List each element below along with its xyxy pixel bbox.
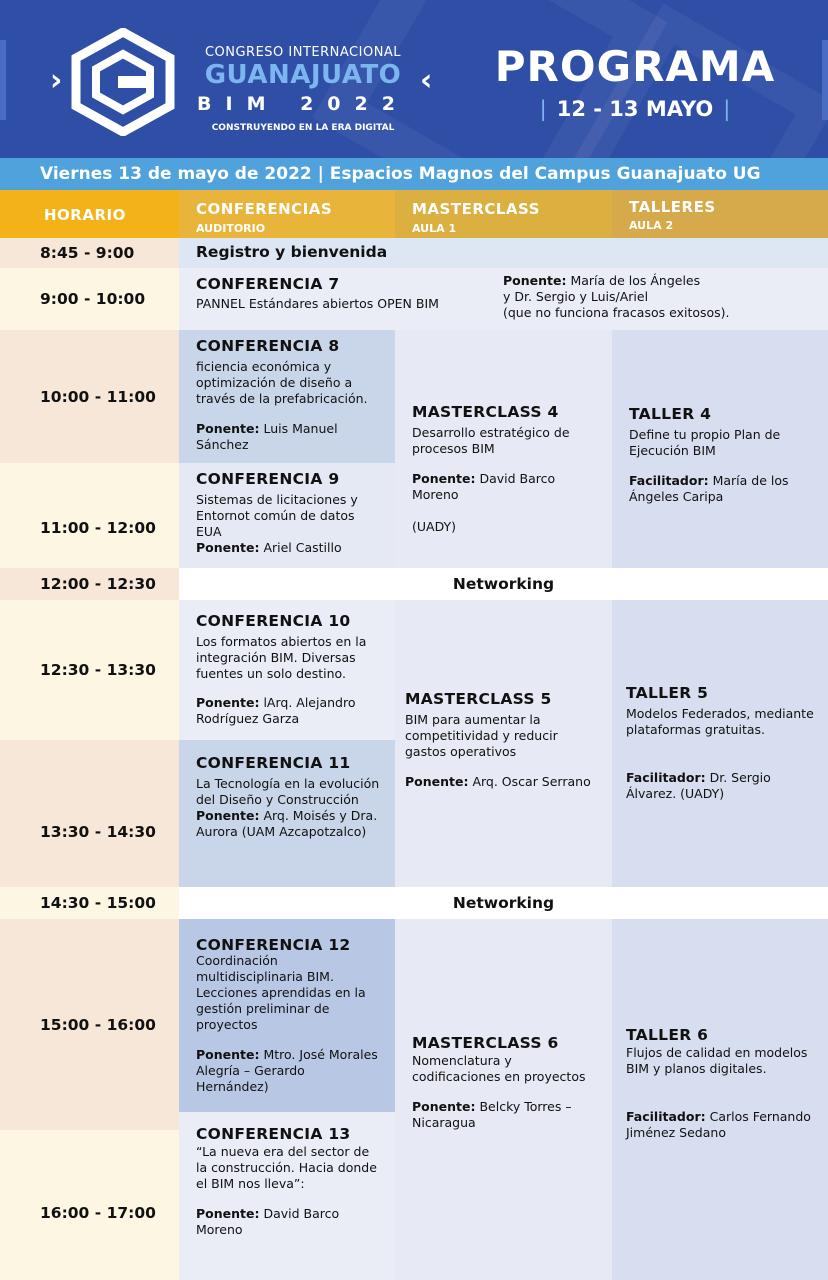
networking-row: Networking — [179, 568, 828, 600]
networking-row: Networking — [179, 887, 828, 919]
dates-text: 12 - 13 MAYO — [556, 97, 714, 121]
column-headers — [0, 190, 828, 238]
ponente-label: Ponente: — [196, 808, 260, 823]
city-title: GUANAJUATO — [204, 60, 402, 90]
ponente-name: Mtro. José Morales Alegría – Gerardo Hernández) — [196, 1047, 378, 1094]
col-masterclass — [395, 190, 612, 238]
conferencia-9-ponente — [196, 540, 381, 556]
ponente-name-3: (que no funciona fracasos exitosos). — [503, 305, 730, 320]
masterclass-5-title: MASTERCLASS 5 — [405, 690, 552, 708]
masterclass-5-text: BIM para aumentar la competitividad y reducir gastos operativos — [405, 712, 558, 759]
ponente-label: Ponente: — [196, 1206, 260, 1221]
taller-6 — [612, 919, 828, 1280]
conferencia-11-text: La Tecnología en la evolución del Diseño y Construcción — [196, 776, 380, 807]
ponente-label: Ponente: — [196, 1047, 260, 1062]
event-dates: | 12 - 13 MAYO | — [539, 97, 731, 121]
masterclass-6-ponente — [412, 1099, 598, 1131]
conferencia-12-title: CONFERENCIA 12 — [196, 936, 351, 954]
col-conferencias — [179, 190, 395, 238]
hour-slot: 12:30 - 13:30 — [0, 600, 179, 740]
col-conferencias-sub: AUDITORIO — [196, 222, 266, 235]
ponente-label: Ponente: — [412, 1099, 476, 1114]
ponente-name-2: y Dr. Sergio y Luis/Ariel — [503, 289, 649, 304]
registro-text: Registro y bienvenida — [196, 243, 388, 261]
taller-4 — [612, 330, 828, 568]
conferencia-10 — [179, 600, 395, 740]
chevron-right-icon: › — [50, 63, 63, 98]
bim-year: BIM 2022 — [197, 93, 409, 115]
col-conferencias-label: CONFERENCIAS — [196, 200, 333, 218]
congress-label: CONGRESO INTERNACIONAL — [204, 45, 402, 60]
facilitador-name: Carlos Fernando Jiménez Sedano — [626, 1109, 811, 1140]
taller-4-title: TALLER 4 — [629, 405, 712, 423]
conferencia-8 — [179, 330, 395, 463]
conferencia-8-text: ficiencia económica y optimización de diseño a través de la prefabricación. — [196, 359, 368, 406]
taller-5-facilitador — [626, 770, 814, 802]
col-talleres — [612, 190, 828, 238]
col-masterclass-label: MASTERCLASS — [412, 200, 540, 218]
masterclass-4-extra: (UADY) — [412, 519, 457, 534]
conferencia-12-text: Coordinación multidisciplinaria BIM. Lecciones aprendidas en la gestión preliminar de proyectos — [196, 953, 366, 1032]
congress-logo-icon — [70, 28, 176, 136]
ponente-label: Ponente: — [196, 421, 260, 436]
conferencia-13-ponente — [196, 1206, 381, 1238]
conferencia-8-ponente — [196, 421, 381, 453]
taller-5-text: Modelos Federados, mediante plataformas gratuitas. — [626, 706, 814, 737]
taller-5-title: TALLER 5 — [626, 684, 709, 702]
ponente-label: Ponente: — [503, 273, 567, 288]
conferencia-13 — [179, 1112, 395, 1280]
ponente-label: Ponente: — [412, 471, 476, 486]
ponente-name: David Barco Moreno — [412, 471, 556, 502]
ponente-name: Arq. Moisés y Dra. Aurora (UAM Azcapotzalco) — [196, 808, 378, 839]
conferencia-7-text: PANNEL Estándares abiertos OPEN BIM — [196, 296, 439, 311]
ponente-name: lArq. Alejandro Rodríguez Garza — [196, 695, 356, 726]
masterclass-6-title: MASTERCLASS 6 — [412, 1034, 559, 1052]
hour-slot: 14:30 - 15:00 — [0, 887, 179, 919]
conferencia-7-title: CONFERENCIA 7 — [196, 275, 340, 293]
conferencia-8-title: CONFERENCIA 8 — [196, 337, 340, 355]
taller-6-title: TALLER 6 — [626, 1026, 709, 1044]
masterclass-4-ponente — [412, 471, 598, 503]
conferencia-7-ponente — [503, 273, 823, 321]
col-horario-label: HORARIO — [44, 206, 126, 224]
masterclass-6 — [395, 919, 612, 1280]
conferencia-13-text: “La nueva era del sector de la construcción. Hacia donde el BIM nos lleva”: — [196, 1144, 377, 1191]
masterclass-5 — [395, 600, 612, 887]
masterclass-4-title: MASTERCLASS 4 — [412, 403, 559, 421]
hour-slot: 9:00 - 10:00 — [0, 268, 179, 330]
facilitador-label: Facilitador: — [626, 1109, 706, 1124]
conferencia-9-title: CONFERENCIA 9 — [196, 470, 340, 488]
ponente-label: Ponente: — [196, 695, 260, 710]
conferencia-10-text: Los formatos abiertos en la integración BIM. Diversas fuentes un solo destino. — [196, 634, 367, 681]
facilitador-name: Dr. Sergio Álvarez. (UADY) — [626, 770, 771, 801]
conferencia-9 — [179, 463, 395, 568]
hour-slot: 10:00 - 11:00 — [0, 330, 179, 463]
masterclass-6-text: Nomenclatura y codificaciones en proyectos — [412, 1053, 586, 1084]
taller-5 — [612, 600, 828, 887]
day-band: Viernes 13 de mayo de 2022 | Espacios Magnos del Campus Guanajuato UG — [0, 158, 828, 190]
facilitador-label: Facilitador: — [626, 770, 706, 785]
hour-slot: 15:00 - 16:00 — [0, 919, 179, 1130]
hour-slot: 11:00 - 12:00 — [0, 463, 179, 568]
taller-4-text: Define tu propio Plan de Ejecución BIM — [629, 427, 781, 458]
hour-slot: 16:00 - 17:00 — [0, 1130, 179, 1280]
hour-slot: 13:30 - 14:30 — [0, 740, 179, 887]
col-horario — [0, 190, 179, 238]
chevron-left-icon: ‹ — [420, 63, 433, 98]
taller-6-facilitador — [626, 1109, 814, 1141]
conferencia-12-ponente — [196, 1047, 381, 1095]
ponente-label: Ponente: — [405, 774, 469, 789]
col-masterclass-sub: AULA 1 — [412, 222, 457, 235]
masterclass-4 — [395, 330, 612, 568]
facilitador-label: Facilitador: — [629, 473, 709, 488]
taller-4-facilitador — [629, 473, 814, 505]
ponente-name: Belcky Torres – Nicaragua — [412, 1099, 572, 1130]
conferencia-9-text: Sistemas de licitaciones y Entornot común de datos EUA — [196, 492, 358, 539]
hour-slot: 8:45 - 9:00 — [0, 238, 179, 268]
ponente-name: María de los Ángeles — [566, 273, 701, 288]
ponente-name: Ariel Castillo — [259, 540, 342, 555]
conferencia-13-title: CONFERENCIA 13 — [196, 1125, 351, 1143]
registro-row — [179, 238, 828, 268]
conferencia-10-title: CONFERENCIA 10 — [196, 612, 351, 630]
taller-6-text: Flujos de calidad en modelos BIM y planos digitales. — [626, 1045, 808, 1076]
hour-slot: 12:00 - 12:30 — [0, 568, 179, 600]
conferencia-11-title: CONFERENCIA 11 — [196, 754, 351, 772]
ponente-name: David Barco Moreno — [196, 1206, 340, 1237]
facilitador-name: María de los Ángeles Caripa — [629, 473, 789, 504]
ponente-name: Luis Manuel Sánchez — [196, 421, 338, 452]
conferencia-11-ponente — [196, 808, 381, 840]
col-talleres-label: TALLERES — [629, 198, 716, 216]
col-talleres-sub: AULA 2 — [629, 219, 674, 232]
masterclass-5-ponente — [405, 774, 598, 790]
conferencia-10-ponente — [196, 695, 381, 727]
ponente-name: Arq. Oscar Serrano — [468, 774, 591, 789]
tagline: CONSTRUYENDO EN LA ERA DIGITAL — [211, 123, 395, 133]
conferencia-12 — [179, 919, 395, 1112]
masterclass-4-text: Desarrollo estratégico de procesos BIM — [412, 425, 570, 456]
ponente-label: Ponente: — [196, 540, 260, 555]
page-title: PROGRAMA — [494, 42, 776, 91]
conferencia-11 — [179, 740, 395, 887]
